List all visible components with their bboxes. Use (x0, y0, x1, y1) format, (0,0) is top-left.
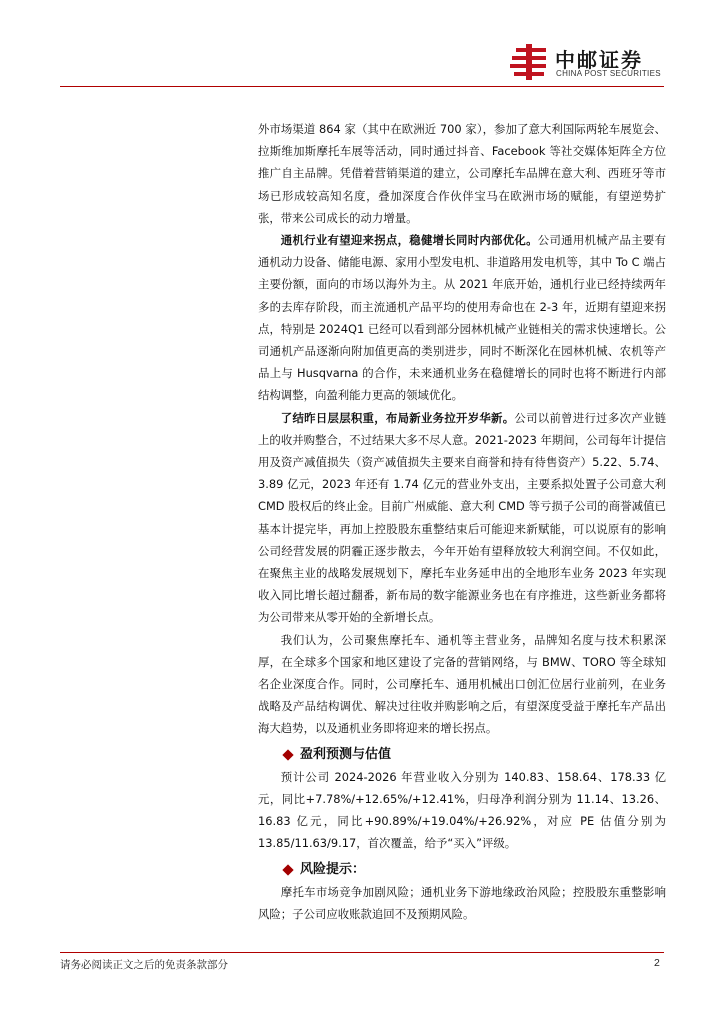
section-title-forecast: 盈利预测与估值 (300, 746, 392, 762)
paragraph-risk: 摩托车市场竞争加剧风险；通机业务下游地缘政治风险；控股股东重整影响风险；子公司应收账款追回不及预期风险。 (258, 884, 666, 921)
footer-divider (60, 952, 664, 953)
logo-english-name: CHINA POST SECURITIES (556, 69, 661, 78)
page-header (0, 0, 724, 90)
report-body (258, 118, 666, 925)
section-heading-risk (258, 859, 666, 881)
diamond-bullet-icon (282, 749, 293, 760)
footer-disclaimer: 请务必阅读正文之后的免责条款部分 (60, 959, 228, 971)
header-divider (60, 86, 664, 87)
paragraph-new-business (258, 407, 666, 629)
china-post-logo-icon (510, 44, 550, 80)
logo-chinese-name: 中邮证券 (555, 48, 643, 72)
section-title-risk: 风险提示： (300, 861, 366, 877)
paragraph-conclusion: 我们认为，公司聚焦摩托车、通机等主营业务，品牌知名度与技术积累深厚，在全球多个国家和地区建设了完备的营销网络，与 BMW、TORO 等全球知名企业深度合作。同时，公司摩托车、通用机械出口创汇位居行业前列，在业务战略及产品结构调优、解决过往收并购影响之后，有望深度受益于摩托车产品出海大趋势，以及通机业务即将迎来的增长拐点。 (258, 632, 666, 736)
section-heading-forecast (258, 744, 666, 766)
paragraph-body-new-business: 公司以前曾进行过多次产业链上的收并购整合，不过结果大多不尽人意。2021-2023 年期间，公司每年计提信用及资产减值损失（资产减值损失主要来自商誉和持有待售资产）5.22、5.74、3.89 亿元，2023 年还有 1.74 亿元的营业外支出，主要系拟处置子公司意大利 CMD 股权后的终止金。目前广州威能、意大利 CMD 等亏损子公司的商誉减值已基本计提完毕，再加上控股股东重整结束后可能迎来新赋能，可以说原有的影响公司经营发展的阴霾正逐步散去，今年开始有望释放较大利润空间。不仅如此，在聚焦主业的战略发展规划下，摩托车业务延申出的全地形车业务 2023 年实现收入同比增长超过翻番，新布局的数字能源业务也在有序推进，这些新业务都将为公司带来从零开始的全新增长点。 (258, 410, 666, 625)
paragraph-forecast: 预计公司 2024-2026 年营业收入分别为 140.83、158.64、178.33 亿元，同比+7.78%/+12.65%/+12.41%，归母净利润分别为 11.14、13.26、16.83 亿元，同比+90.89%/+19.04%/+26.92%，对应 PE 估值分别为 13.85/11.63/9.17，首次覆盖，给予“买入”评级。 (258, 769, 666, 851)
paragraph-lead-new-business: 了结昨日层层积重，布局新业务拉开岁华新。 (280, 410, 515, 425)
paragraph-lead-general-machinery: 通机行业有望迎来拐点，稳健增长同时内部优化。 (280, 233, 538, 248)
paragraph-body-general-machinery: 公司通用机械产品主要有通机动力设备、储能电源、家用小型发电机、非道路用发电机等，其中 To C 端占主要份额，面向的市场以海外为主。从 2021 年底开始，通机行业已经持续两年多的去库存阶段，而主流通机产品平均的使用寿命也在 2-3 年，近期有望迎来拐点，特别是 2024Q1 已经可以看到部分园林机械产业链相关的需求快速增长。公司通机产品逐渐向附加值更高的类别进步，同时不断深化在园林机械、农机等产品上与 Husqvarna 的合作，未来通机业务在稳健增长的同时也将不断进行内部结构调整，向盈利能力更高的领域优化。 (258, 233, 666, 403)
diamond-bullet-icon (282, 864, 293, 875)
page-number: 2 (654, 957, 660, 969)
paragraph-overseas-channels: 外市场渠道 864 家（其中在欧洲近 700 家），参加了意大利国际两轮车展览会、拉斯维加斯摩托车展等活动，同时通过抖音、Facebook 等社交媒体矩阵全方位推广自主品牌。凭借着营销渠道的建立，公司摩托车品牌在意大利、西班牙等市场已形成较高知名度，叠加深度合作伙伴宝马在欧洲市场的赋能，有望逆势扩张，带来公司成长的动力增量。 (258, 122, 666, 225)
paragraph-general-machinery (258, 229, 666, 407)
